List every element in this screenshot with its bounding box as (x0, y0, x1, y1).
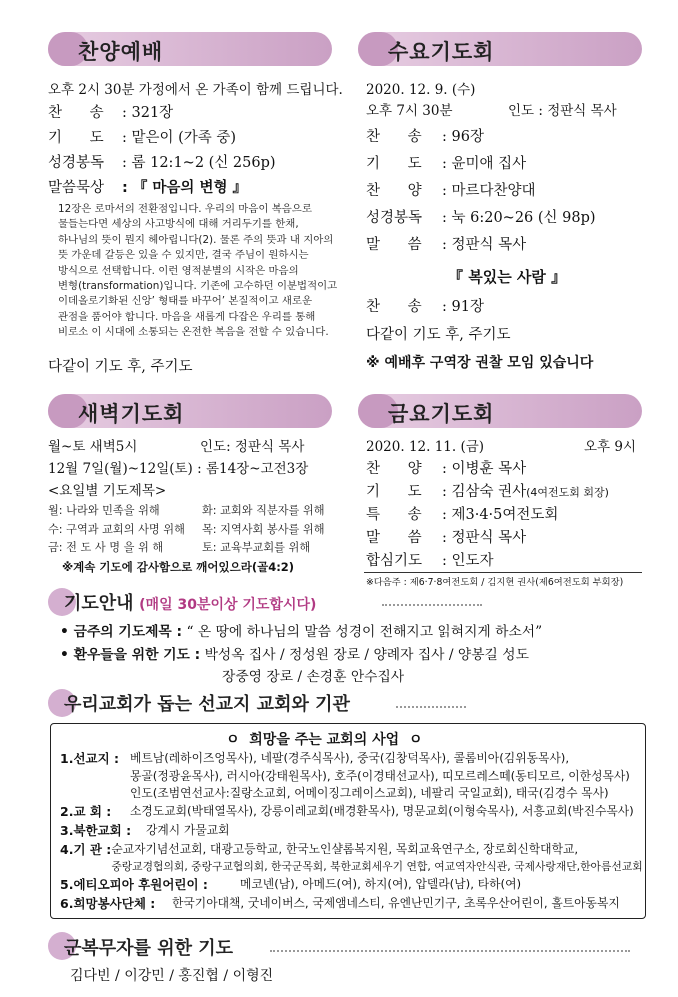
wednesday-time: 오후 7시 30분 (366, 103, 453, 119)
friday-row (366, 527, 609, 550)
topic-right: 토: 교육부교회를 위해 (202, 541, 311, 554)
dawn-leader: 인도: 정판식 목사 (200, 439, 305, 455)
mission-label: 6.희망봉사단체 : (60, 895, 156, 911)
military-title: 군복무자를 위한 기도 (64, 938, 234, 959)
topic-row (48, 521, 325, 540)
mission-row (60, 822, 640, 841)
missions-box-title: ㅇ 희망을 주는 교회의 사업 ㅇ (226, 732, 423, 748)
row-value: : 96장 (442, 129, 484, 145)
wednesday-row (366, 151, 596, 178)
sunday-row (48, 126, 276, 151)
meditation-line: 관점을 품어야 합니다. 마음을 새롭게 다잡은 우리를 통해 (58, 310, 316, 323)
military-dots (270, 950, 630, 952)
wednesday-header-pill (358, 32, 642, 66)
wednesday-row (366, 232, 596, 259)
wednesday-notice: ※ 예배후 구역장 권찰 모임 있습니다 (366, 355, 594, 371)
row-value: : 321장 (122, 105, 174, 121)
friday-time: 오후 9시 (584, 439, 637, 455)
wednesday-closing: 다같이 기도 후, 주기도 (366, 327, 511, 343)
sunday-order (48, 101, 276, 201)
patient-prayer (60, 643, 529, 663)
row-label: 기 도 (366, 156, 422, 172)
row-label: 말 씀 (366, 530, 422, 546)
row-value: : 정판식 목사 (442, 237, 527, 253)
meditation-line: 물들는다면 세상의 사고방식에 대해 거리두기를 한채, (58, 218, 299, 231)
dawn-schedule: 월~토 새벽5시 (48, 439, 138, 455)
sunday-row (48, 101, 276, 126)
missions-dots (396, 706, 466, 708)
mission-row (60, 895, 640, 914)
topic-right: 화: 교회와 직분자를 위해 (202, 504, 325, 517)
topic-left: 수: 구역과 교회의 사명 위해 (48, 522, 185, 536)
dawn-topics (48, 502, 325, 558)
mission-line: 소경도교회(박태열목사), 강릉이레교회(배경환목사), 명문교회(이형숙목사), 서흥교회(박진수목사) (130, 804, 634, 819)
row-label: 말 씀 (366, 237, 422, 253)
meditation-line: 이데올로기화된 신앙’ 형태를 바꾸어’ 본질적이고 새로운 (58, 295, 312, 308)
patient-prayer-line2: 장중영 장로 / 손경훈 안수집사 (222, 669, 405, 685)
row-label: 찬 송 (48, 105, 104, 121)
wednesday-hymn (366, 294, 484, 321)
meditation-text (58, 202, 337, 341)
friday-row (366, 458, 609, 481)
mission-line: 몽골(정광윤목사), 러시아(강태원목사), 호주(이경태선교사), 띠모르레스떼(동티모르, 이한성목사) (130, 768, 630, 783)
row-label: 합심기도 (366, 553, 423, 569)
row-label: 찬 양 (366, 183, 422, 199)
row-value: : 정판식 목사 (442, 530, 527, 546)
prayer-guide-subtitle: (매일 30분이상 기도합시다) (139, 597, 317, 613)
sunday-row (48, 151, 276, 176)
topic-left: 금: 전 도 사 명 을 위 해 (48, 541, 164, 554)
mission-label: 4.기 관 : (60, 841, 112, 857)
row-label: 말씀묵상 (48, 180, 105, 196)
mission-line: 한국기아대책, 굿네이버스, 국제앰네스티, 유엔난민기구, 초록우산어린이, 홀트아동복지 (172, 895, 620, 910)
meditation-line: 방식으로 선택합니다. 이런 영적분별의 시작은 마음의 (58, 264, 299, 277)
dawn-reading: 12월 7일(월)~12일(토) : 롬14장~고전3장 (48, 461, 309, 477)
mission-line: 인도(조범연선교사:질랑소교회, 어메이징그레이스교회), 네팔리 국일교회), 태국(김경수 목사) (130, 786, 609, 801)
row-label: 찬 송 (366, 129, 422, 145)
meditation-line: 비로소 이 시대에 소통되는 온전한 복음을 전할 수 있습니다. (58, 326, 329, 339)
friday-order (366, 458, 609, 573)
mission-line: 순교자기념선교회, 대광고등학교, 한국노인샬롬복지원, 목회교육연구소, 장로회신학대학교, (111, 841, 579, 856)
friday-row (366, 504, 609, 527)
row-value: : 윤미애 집사 (442, 156, 527, 172)
wednesday-row (366, 124, 596, 151)
dawn-header-pill (48, 394, 332, 428)
mission-label: 1.선교지 : (60, 751, 120, 766)
friday-row (366, 550, 609, 573)
row-value: : 이병훈 목사 (442, 461, 527, 477)
military-names: 김다빈 / 이강민 / 홍진협 / 이형진 (70, 968, 274, 984)
row-label: 성경봉독 (48, 155, 105, 171)
meditation-line: 뜻 가운데 갈등은 있을 수 있지만, 결국 주님이 원하시는 (58, 249, 309, 262)
mission-line: 베트남(레하이즈엉목사), 네팔(경주식목사), 중국(김창덕목사), 콜롬비아(김위동목사), (130, 751, 570, 765)
row-label: 기 도 (48, 130, 104, 146)
mission-label: 5.에티오피아 후원어린이 : (60, 876, 208, 892)
sunday-header-pill (48, 32, 332, 66)
missions-title: 우리교회가 돕는 선교지 교회와 기관 (64, 694, 350, 715)
mission-row (60, 841, 643, 876)
mission-label: 3.북한교회 : (60, 822, 132, 838)
sunday-closing: 다같이 기도 후, 주기도 (48, 359, 193, 375)
meditation-line: 하나님의 뜻이 뭔지 헤아립니다(2). 물론 주의 뜻과 내 지아의 (58, 233, 334, 246)
sunday-row (48, 176, 276, 201)
dawn-verse: ※계속 기도에 감사함으로 깨어있으라(골4:2) (62, 560, 295, 574)
mission-line: 중랑교경협의회, 중랑구교협의회, 한국군목회, 북한교회세우기 연합, 여교역자안식관, 국제사랑재단,한아름선교회 (111, 860, 643, 874)
meditation-line: 12장은 로마서의 전환점입니다. 우리의 마음이 복음으로 (58, 203, 312, 215)
prayer-topic-label: • 금주의 기도제목 : (60, 624, 183, 640)
mission-row (60, 803, 640, 822)
wednesday-row (366, 178, 596, 205)
prayer-guide-dots (382, 604, 482, 606)
sunday-intro: 오후 2시 30분 가정에서 온 가족이 함께 드립니다. (48, 82, 343, 98)
prayer-topic (60, 620, 542, 640)
row-value: : 인도자 (442, 553, 494, 569)
friday-row (366, 481, 609, 504)
row-label: 기 도 (366, 484, 422, 500)
mission-line: 강계시 가물교회 (146, 822, 230, 837)
topic-right: 목: 지역사회 봉사를 위해 (202, 522, 325, 536)
friday-date: 2020. 12. 11. (금) (366, 439, 485, 455)
prayer-guide-title (64, 589, 316, 615)
dawn-title: 새벽기도회 (78, 402, 185, 426)
patient-prayer-line1: 박성옥 집사 / 정성원 장로 / 양례자 집사 / 양봉길 성도 (204, 647, 529, 663)
prayer-guide-title-text: 기도안내 (64, 593, 134, 614)
row-value: : 롬 12:1~2 (신 256p) (122, 155, 276, 171)
row-value: : 눅 6:20~26 (신 98p) (442, 210, 596, 226)
patient-prayer-label: • 환우들을 위한 기도 : (60, 647, 201, 663)
mission-row (60, 750, 640, 803)
row-label: 성경봉독 (366, 210, 423, 226)
row-label: 찬 송 (366, 299, 422, 315)
row-label: 찬 양 (366, 461, 422, 477)
prayer-topic-value: “ 온 땅에 하나님의 말씀 성경이 전해지고 읽혀지게 하소서” (186, 624, 543, 640)
row-value: : 맡은이 (가족 중) (122, 130, 237, 146)
missions-list (60, 750, 643, 913)
friday-title: 금요기도회 (388, 402, 495, 426)
friday-header-pill (358, 394, 642, 428)
row-value: : 김삼숙 권사 (442, 484, 527, 500)
wednesday-row (366, 205, 596, 232)
row-value: : 제3·4·5여전도회 (442, 507, 559, 523)
wednesday-date: 2020. 12. 9. (수) (366, 82, 476, 98)
meditation-line: 변형(transformation)입니다. 기존에 고수하던 이분법적이고 (58, 280, 338, 293)
sermon-title: : 『 마음의 변형 』 (122, 180, 248, 196)
wednesday-sermon-title: 『 복있는 사람 』 (448, 268, 567, 286)
mission-label: 2.교 회 : (60, 804, 112, 820)
row-value: : 마르다찬양대 (442, 183, 536, 199)
sunday-title: 찬양예배 (78, 40, 164, 64)
row-label: 특 송 (366, 507, 422, 523)
dawn-topic-header: <요일별 기도제목> (48, 483, 167, 499)
wednesday-leader: 인도 : 정판식 목사 (508, 103, 617, 119)
topic-row (48, 539, 325, 558)
topic-row (48, 502, 325, 521)
wednesday-order (366, 124, 596, 259)
mission-row (60, 876, 640, 895)
friday-divider (364, 572, 642, 573)
row-value: : 91장 (442, 299, 484, 315)
friday-footnote: ※다음주 : 제6·7·8여전도회 / 김지현 권사(제6여전도회 부회장) (366, 577, 624, 588)
row-note: (4여전도회 회장) (526, 486, 609, 499)
wednesday-title: 수요기도회 (388, 40, 495, 64)
mission-line: 메코넨(남), 아메드(여), 하지(여), 압델라(남), 타하(여) (240, 876, 522, 891)
topic-left: 월: 나라와 민족을 위해 (48, 504, 160, 517)
